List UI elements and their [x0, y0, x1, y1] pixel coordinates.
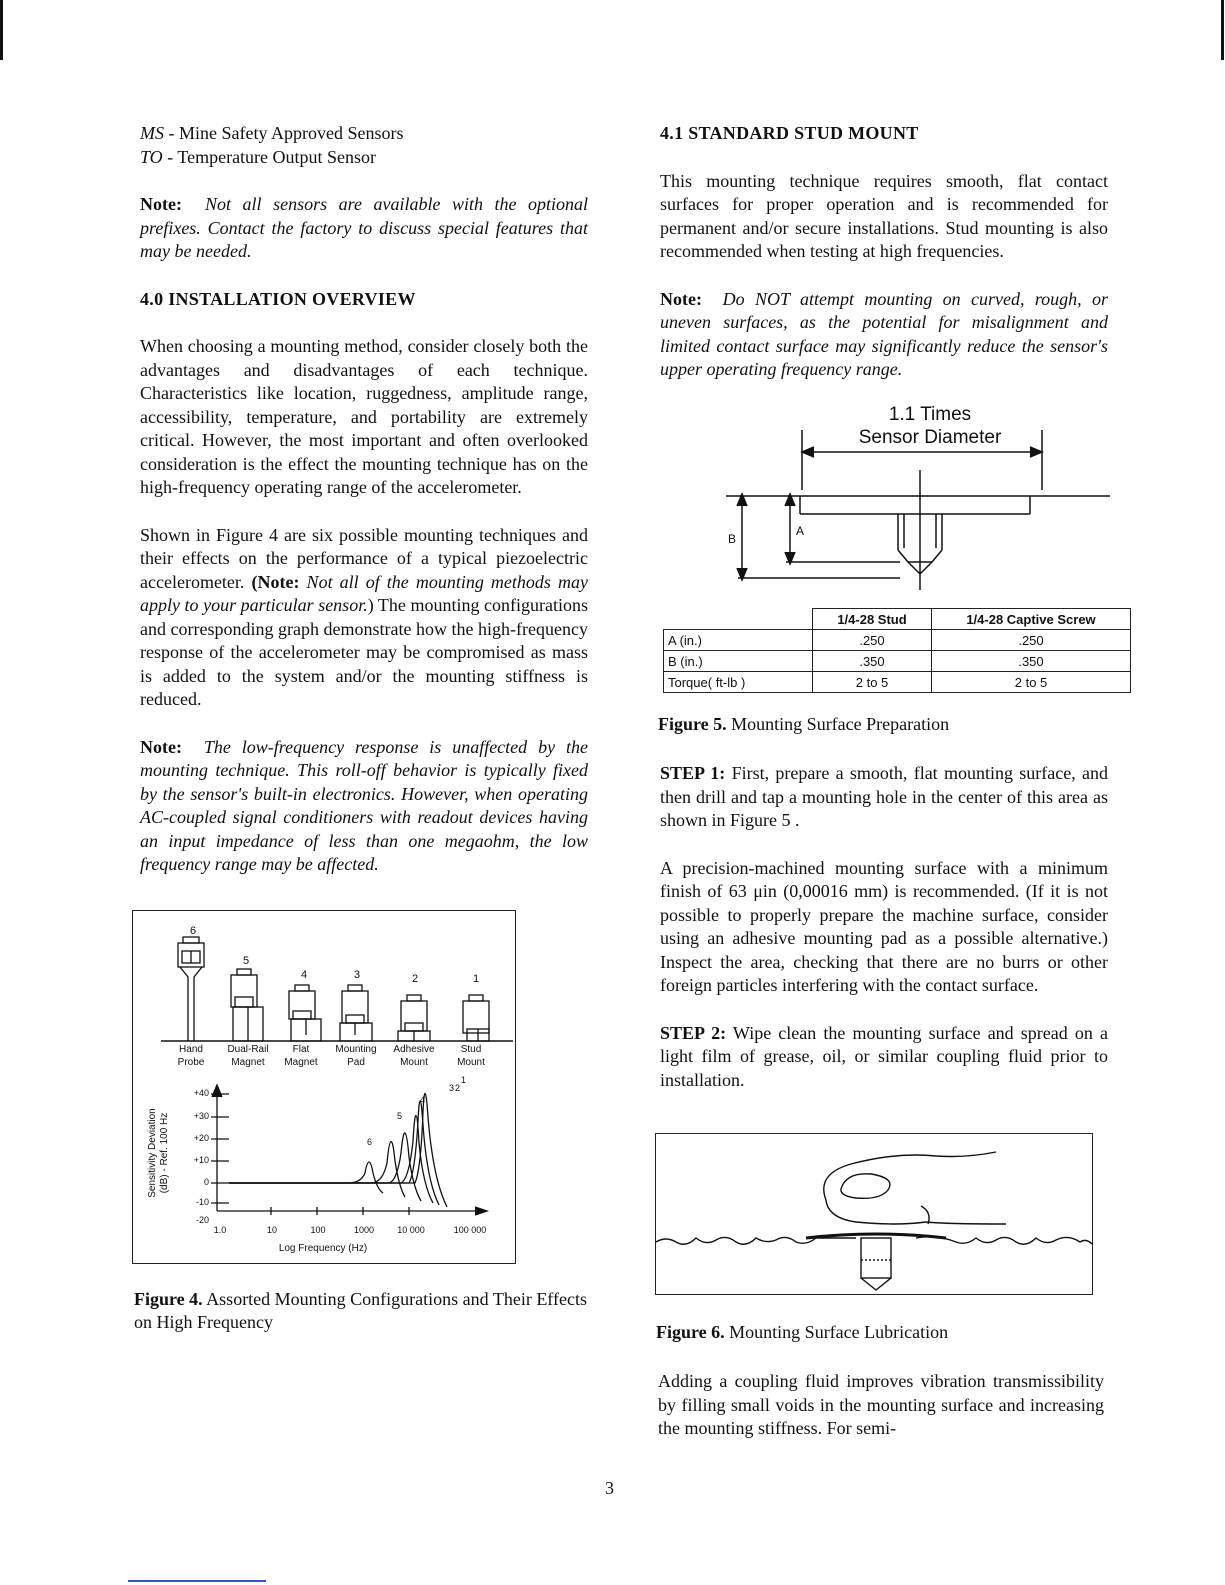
- mount-number-4: 4: [301, 969, 308, 981]
- label-adhesive-mount: Adhesive Mount: [393, 1044, 435, 1068]
- section-4-0-para1: When choosing a mounting method, consider closely both the advantages and disadvantages of each technique. Characteristics like location, ruggedness, amplitude range, accessibility, temperature, and portability are extremely critical. However, the most important and often overlooked consideration is the effect the mounting technique has on the high-frequency operating range of the accelerometer.: [140, 336, 588, 497]
- y-tick: +40: [193, 1088, 209, 1098]
- y-tick: -20: [195, 1215, 209, 1225]
- section-4-0-heading: 4.0 INSTALLATION OVERVIEW: [140, 288, 416, 309]
- y-tick: 0: [203, 1177, 209, 1187]
- note-stud-mount: Note: Do NOT attempt mounting on curved, rough, or uneven surfaces, as the potential for misalignment and limited contact surface may significantly reduce the sensor's upper operating frequency range.: [660, 288, 1108, 379]
- figure-5-caption: Figure 5. Mounting Surface Preparation: [658, 714, 950, 734]
- section-4-1-heading: 4.1 STANDARD STUD MOUNT: [660, 123, 919, 143]
- footer-rule: [128, 1580, 266, 1582]
- page-number: 3: [605, 1478, 614, 1498]
- left-column: [140, 122, 588, 877]
- curve-label-1: 1: [461, 1075, 467, 1085]
- curve-label-6: 6: [367, 1137, 373, 1147]
- y-tick: -10: [195, 1197, 209, 1207]
- label-mounting-pad: Mounting Pad: [335, 1044, 377, 1068]
- label-hand-probe: Hand Probe: [177, 1044, 205, 1068]
- dimension-label: 1.1 Times Sensor Diameter: [858, 404, 1002, 448]
- stud-mount-icon: [463, 995, 489, 1041]
- surface-finish-para: A precision-machined mounting surface with a minimum finish of 63 μin (0,00016 mm) is recommended. (If it is not possible to properly prepare the machine surface, consider using an adhesive mounting pad as a possible alternative.) Inspect the area, checking that there are no burrs or other foreign particles interfering with the contact surface.: [660, 857, 1108, 995]
- mounting-pad-icon: [340, 985, 372, 1041]
- step-2: STEP 2: Wipe clean the mounting surface and spread on a light film of grease, oil, or similar coupling fluid prior to installation.: [660, 1022, 1108, 1090]
- label-flat-magnet: Flat Magnet: [284, 1044, 318, 1068]
- flat-magnet-icon: [289, 985, 321, 1041]
- mount-number-1: 1: [473, 973, 480, 985]
- section-4-0-para2: Shown in Figure 4 are six possible mounting techniques and their effects on the performance of a typical piezoelectric accelerometer. (Note: Not all of the mounting methods may apply to your particular sensor.) The mounting configurations and corresponding graph demonstrate how the high-frequency response of the accelerometer may be compromised as mass is added to the system and/or the mounting stiffness is reduced.: [140, 524, 588, 709]
- x-tick: 10 000: [397, 1225, 425, 1235]
- y-tick: +20: [193, 1133, 209, 1143]
- dimension-b-label: B: [728, 532, 737, 546]
- x-tick: 100 000: [453, 1225, 487, 1235]
- adhesive-mount-icon: [398, 995, 430, 1041]
- prefix-to: TO - Temperature Output Sensor: [140, 146, 377, 167]
- note-low-frequency: Note: The low-frequency response is unaffected by the mounting technique. This roll-off behavior is typically fixed by the sensor's built-in electronics. However, when operating AC-coupled signal conditioners with readout devices having an input impedance of less than one megaohm, the low frequency range may be affected.: [140, 736, 588, 874]
- right-column-steps: [660, 762, 1108, 1092]
- coupling-fluid-para: Adding a coupling fluid improves vibration transmissibility by filling small voids in the mounting surface and increasing the mounting stiffness. For semi-: [658, 1371, 1104, 1438]
- right-column-top: [660, 122, 1108, 382]
- curve-label-2: 2: [455, 1083, 461, 1093]
- finger-lubrication-drawing: [656, 1134, 1092, 1294]
- x-tick: 10: [266, 1225, 277, 1235]
- stud-mount-diagram: [690, 400, 1130, 600]
- mounting-spec-table: [663, 608, 1131, 693]
- figure-6-caption: Figure 6. Mounting Surface Lubrication: [656, 1322, 949, 1342]
- x-tick: 1.0: [213, 1225, 227, 1235]
- dual-rail-magnet-icon: [231, 969, 263, 1041]
- scan-edge-left: [0, 0, 3, 60]
- mount-number-2: 2: [412, 973, 419, 985]
- table-header-row: 1/4-28 Stud 1/4-28 Captive Screw: [664, 609, 1131, 630]
- curve-label-4: 4: [420, 1095, 426, 1105]
- step-1: STEP 1: First, prepare a smooth, flat mounting surface, and then drill and tap a mounting hole in the center of this area as shown in Figure 5 .: [660, 763, 1108, 830]
- table-row: Torque( ft-lb ) 2 to 5 2 to 5: [664, 672, 1131, 693]
- response-graph: [211, 1085, 487, 1215]
- x-tick: 1000: [353, 1225, 375, 1235]
- note-prefixes: Note: Not all sensors are available with the optional prefixes. Contact the factory to discuss special features that may be needed.: [140, 194, 589, 261]
- table-row: B (in.) .350 .350: [664, 651, 1131, 672]
- figure-6: [655, 1133, 1093, 1295]
- figure-4-caption: Figure 4. Assorted Mounting Configurations and Their Effects on High Frequency: [134, 1289, 587, 1332]
- x-tick: 100: [310, 1225, 326, 1235]
- y-tick: +10: [193, 1155, 209, 1165]
- figure-4: [132, 910, 516, 1264]
- x-axis-label: Log Frequency (Hz): [278, 1243, 368, 1254]
- mount-number-5: 5: [243, 955, 250, 967]
- label-dual-rail-magnet: Dual-Rail Magnet: [227, 1044, 269, 1068]
- hand-probe-icon: [178, 937, 204, 1041]
- scan-edge-right: [1221, 0, 1224, 60]
- y-axis-label: Sensitivity Deviation (dB) - Ref. 100 Hz: [147, 1108, 170, 1198]
- table-row: A (in.) .250 .250: [664, 630, 1131, 651]
- curve-label-5: 5: [397, 1111, 403, 1121]
- y-tick: +30: [193, 1111, 209, 1121]
- prefix-ms: MS - Mine Safety Approved Sensors: [140, 123, 404, 143]
- mount-number-3: 3: [354, 969, 361, 981]
- curve-label-3: 3: [449, 1083, 455, 1093]
- section-4-1-para1: This mounting technique requires smooth, flat contact surfaces for proper operation and is recommended for permanent and/or secure installations. Stud mounting is also recommended when testing at high frequencies.: [660, 170, 1108, 261]
- dimension-a-label: A: [796, 524, 805, 538]
- label-stud-mount: Stud Mount: [457, 1044, 485, 1068]
- figure-5-drawing: [690, 400, 1130, 600]
- mount-number-6: 6: [190, 925, 197, 937]
